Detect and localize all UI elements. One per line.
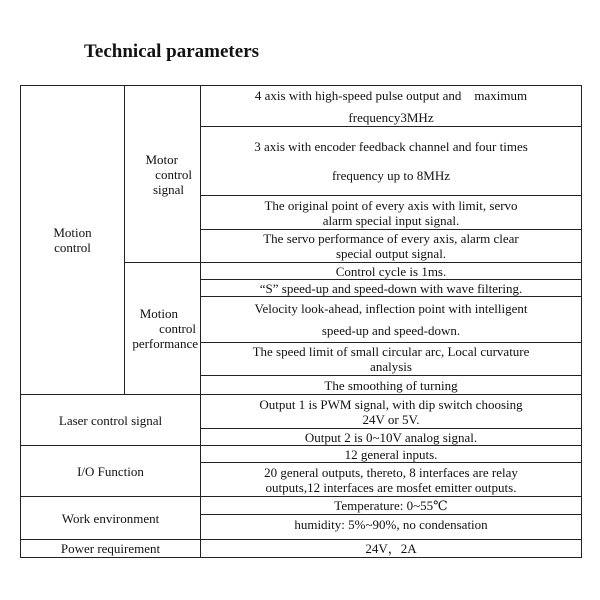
subcategory-label-line: control: [155, 166, 192, 182]
category-io-function: I/O Function: [21, 446, 201, 497]
spec-cell: [201, 395, 582, 429]
table-row: [21, 540, 582, 558]
spec-cell: [201, 515, 582, 540]
table-row: [21, 446, 582, 463]
spec-cell: [201, 196, 582, 230]
subcategory-motor-control-signal: [125, 86, 201, 263]
spec-line: The speed limit of small circular arc, Local curvature: [252, 344, 530, 359]
table-row: [21, 497, 582, 515]
category-power-requirement: Power requirement: [21, 540, 201, 558]
spec-line: Temperature: 0~55℃: [334, 498, 448, 513]
table-row: [21, 395, 582, 429]
spec-cell: [201, 540, 582, 558]
page-title: Technical parameters: [84, 41, 260, 62]
spec-line: outputs,12 interfaces are mosfet emitter outputs.: [265, 479, 517, 495]
spec-cell: [201, 376, 582, 395]
spec-cell: [201, 463, 582, 497]
category-motion-control: [21, 86, 125, 395]
spec-cell: [201, 446, 582, 463]
spec-line: The servo performance of every axis, alarm clear: [263, 231, 519, 246]
spec-cell: [201, 343, 582, 376]
spec-line: alarm special input signal.: [322, 212, 460, 228]
spec-line: 24V，2A: [365, 541, 417, 556]
spec-cell: [201, 429, 582, 446]
technical-parameters-table: [20, 85, 582, 558]
spec-line: analysis: [370, 359, 412, 374]
spec-line: speed-up and speed-down.: [321, 323, 461, 338]
spec-cell: [201, 297, 582, 343]
subcategory-label-line: performance: [132, 336, 198, 351]
category-laser-control-signal: Laser control signal: [21, 395, 201, 446]
spec-line: 3 axis with encoder feedback channel and four times: [254, 139, 528, 154]
subcategory-label-line: control: [159, 321, 196, 336]
spec-line: The original point of every axis with limit, servo: [264, 197, 518, 213]
spec-cell: [201, 127, 582, 196]
subcategory-motion-control-performance: [125, 263, 201, 395]
subcategory-label-line: Motion: [139, 306, 178, 321]
spec-line: The smoothing of turning: [324, 377, 458, 393]
spec-line: Velocity look-ahead, inflection point with intelligent: [254, 301, 528, 316]
spec-line: special output signal.: [335, 246, 447, 261]
spec-cell: [201, 230, 582, 263]
subcategory-label-line: Motor: [145, 151, 178, 167]
subcategory-label-line: signal: [152, 181, 184, 197]
spec-line: Output 2 is 0~10V analog signal.: [304, 429, 478, 445]
spec-line: 12 general inputs.: [344, 446, 438, 462]
spec-line: Output 1 is PWM signal, with dip switch choosing: [259, 396, 523, 412]
spec-cell: [201, 280, 582, 297]
spec-cell: [201, 86, 582, 127]
spec-cell: [201, 497, 582, 515]
table-row: [21, 86, 582, 127]
spec-cell: [201, 263, 582, 280]
spec-line: frequency up to 8MHz: [331, 168, 451, 183]
category-label-line: control: [54, 240, 91, 255]
category-label-line: Motion: [53, 225, 92, 240]
spec-line: 24V or 5V.: [362, 411, 420, 427]
spec-line: 20 general outputs, thereto, 8 interfaces are relay: [264, 464, 518, 480]
spec-line: Control cycle is 1ms.: [335, 263, 447, 279]
spec-line: humidity: 5%~90%, no condensation: [294, 516, 488, 532]
spec-line: “S” speed-up and speed-down with wave filtering.: [259, 280, 523, 296]
spec-line: 4 axis with high-speed pulse output and maximum: [254, 87, 528, 103]
spec-line: frequency3MHz: [348, 109, 434, 125]
category-work-environment: Work environment: [21, 497, 201, 540]
